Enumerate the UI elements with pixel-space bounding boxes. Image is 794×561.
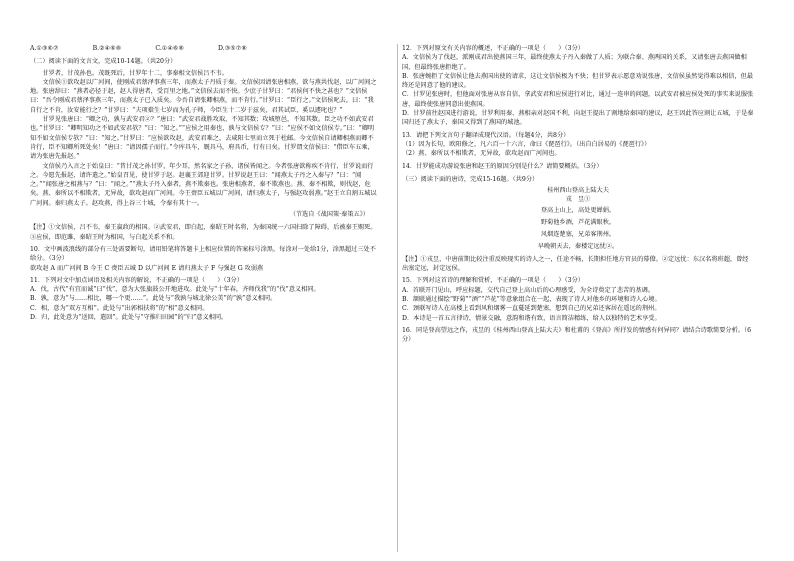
question-15-option-a: A．首联开门见山，呼应标题，交代自己登上高山后的心理感受，为全诗奠定了悲苦的基调。 [402,286,654,294]
question-11-option-a: A．伐，古代“有宜而诚”曰“伐”，意为大张旗鼓公开地进攻。此处与“十年春，齐师伐我”的“伐”意义相同。 [30,286,320,294]
exam-page [22,44,774,552]
passage-source: （节选自《战国策·秦策五》） [289,211,369,219]
right-column [397,44,758,552]
passage-paragraph-2: 文信侯①欲攻赵以广河间，使刚成君蔡泽事燕三年，而燕太子丹质于秦。文信侯因请张唐相燕，欲与燕共伐赵，以广河间之地。张唐辞曰：“燕者必径于赵，赵人得唐者，受百里之地。”文信侯去而不快。少庶子甘罗曰：“君侯何不快之甚也？”文信侯曰：“吾令刚成君蔡泽事燕三年，而燕太子已入质矣。今吾自请张卿相燕，而不肯行。”甘罗曰：“臣行之。”文信侯叱去，曰：“我自行之不肯，汝安能行之？”甘罗曰：“夫项橐生七岁而为孔子师，今臣生十二岁于兹矣，君其试臣，奚以遽叱也？” [30,78,377,114]
q9-choice-a: A.①③⑥⑦ [30,45,59,52]
q9-choice-b: B.②④⑥⑧ [92,45,122,52]
question-11: 11．下列对文中加点词语及相关内容的解说，不正确的一项是（ ）（3分） [30,276,243,284]
question-14: 14．甘罗能成功游说张唐和赵王的原因分别是什么？请简要概括。（3分） [402,162,603,170]
q9-choice-d: D.③⑤⑦⑧ [218,45,247,52]
question-16: 16．同是登高望远之作，戎昱的《桂州西山登高上陆大夫》和杜甫的《登高》所抒发的情感有何异同？请结合诗歌简要分析。（6分） [402,326,752,344]
question-15-option-b: B．颔联通过描绘“野菊”“酒”“芦花”等意象组合在一起，表现了诗人对他乡的环境和诗人心境。 [402,295,661,303]
question-13-item-1: （1）因为长句，欧阳修之，凡六百一十六言，命曰《琵琶行》。（出自白居易的《琵琶行》） [402,140,651,148]
question-10: 10．文中画波浪线的部分有三处需要断句，请用铅笔将答题卡上相应位置的答案标号涂黑，每涂对一处给1分，涂黑超过三处不给分。（3分） [30,245,376,263]
poem-author: 戎 昱① [565,196,591,204]
question-15-option-c: C．颈联写诗人在高楼上看到风和烟雾一直蔓延到楚塞，想到自己的兄弟还客居在遥远的荆州。 [402,305,661,313]
passage-paragraph-4: 文信侯乃入言之于始皇曰：“昔甘茂之孙甘罗，年少耳，然名家之子孙，诸侯皆闻之。今者张唐欲称疾不肯行，甘罗说而行之。今愿先报赵，请许遣之。”始皇召见，使甘罗于赵。赵襄王郊迎甘罗。甘罗说赵王曰：“闻燕太子丹之入秦与？”曰：“闻之。”“闻张唐之相燕与？”曰：“闻之。”“燕太子丹入秦者，燕不欺秦也。张唐相燕者，秦不欺燕也。燕、秦不相欺，则伐赵，危矣。燕、秦所以不相欺者，无异故，欲攻赵而广河间。今王赍臣五城以广河间，请归燕太子，与强赵攻弱燕。”赵王立自割五城以广河间。秦归燕太子。赵攻燕，得上谷三十城，令秦有其十一。 [30,162,377,207]
question-15-option-d: D．本诗是一首五言律诗，情景交融，意韵和谐有致，语言简洁精练，给人以独特的艺术享受。 [402,314,661,322]
question-11-option-d: D．归，此处意为“送回，遣回”。此处与“守推归田园”的“归”意义相同。 [30,314,228,322]
question-10-sentence: 欲攻赵 A 而广河间 B 今王 C 赍臣五城 D 以广河间 E 请归燕太子 F 与强赵 G 攻弱燕 [30,264,264,272]
poem-note: 【注】①戎昱，中唐前期比较注重反映现实的诗人之一，任途不畅，长期担任地方官员的幕僚。②定远忧：东汉名将班超，曾经出塞定远，封定远侯。 [402,255,749,273]
passage-paragraph-3: 甘罗见张唐曰：“卿之功，孰与武安君②？”唐曰：“武安君战胜攻取，不知其数；攻城堕邑，不知其数。臣之功不如武安君也。”甘罗曰：“卿明知功之不如武安君欤？”曰：“知之。”“应侯之用秦也，孰与文信侯专？”曰：“应侯不如文信侯专。”曰：“卿明知不如文信侯专欤？”曰：“知之。”甘罗曰：“应侯欲攻赵，武安君难之，去咸阳七里而立死于杜邮。今文信侯自请卿相燕而卿不肯行，臣不知卿所死处矣！”唐曰：“请因孺子而行。”令库具车，厩具马，府具币，行有日矣。甘罗谓文信侯曰：“借臣车五乘，请为张唐先报赵。” [30,116,375,161]
question-15: 15．下列对这首诗的理解和赏析，不正确的一项是（ ）（3分） [402,277,584,285]
poem-body [402,205,754,253]
poem-line: 风烟连楚塞，兄弟客荆州。 [540,230,616,238]
section-2-heading: （二）阅读下面的文言文，完成10-14题。（共20分） [30,58,177,66]
question-13-item-2: （2）燕、秦所以不相欺者，无异故，欲攻赵而广河间也。 [402,150,561,158]
question-13: 13．请把下列文言句子翻译成现代汉语。（每题4分，共8分） [402,131,570,139]
section-3-heading: （三）阅读下面的唐诗，完成15-16题。（共9分） [402,175,539,183]
poem-line: 登高上山上，高处更婵娟。 [540,206,616,214]
passage-paragraph-1: 甘罗者，甘茂孙也。茂既死后，甘罗年十二，事秦相文信侯吕不韦。 [42,69,229,77]
poem-line: 早晚朝天去，秦楼定远忧②。 [537,242,619,250]
left-column [22,44,383,552]
question-12-option-b: B．张唐婉拒了文信侯让他去燕国出使的请求，这让文信侯极为不快；但甘罗表示愿意劝说张唐，文信侯虽然觉得难以相信，但最终还是同意了他的建议。 [402,72,754,90]
q9-choices [30,44,377,53]
question-12-option-a: A．文信侯为了伐赵，派刚成君出使燕国三年，最终使燕太子丹入秦做了人质；为联合秦、燕两国的关系，又请张唐去燕国做相国，但最终张唐拒绝了。 [402,54,747,71]
passage-note: 【注】①文信侯，吕不韦，秦王嬴政的相国。②武安君，即白起，秦昭王时名将，为秦国统一六国扫除了障碍，后被秦王赐死。③应侯，即范雎，秦昭王时为相国，与白起关系不和。 [30,224,377,241]
question-12-option-c: C．甘罗见张唐时，但他面对张唐从容自信，拿武安君和应侯进行对比，通过一连串的问题，以武安君被应侯处死的事实来说服张唐，最终使张唐同意出使燕国。 [402,91,754,108]
question-11-option-c: C．相，意为“双方互相”。此处与“出郭相扶将”的“相”意义相同。 [30,304,209,312]
question-12-option-d: D．甘罗前往赵国进行游说，甘罗利用秦、燕相亲对赵国不利，向赵王提出了割地给秦国的建议，赵王因此答应割让五城，于是秦国归还了燕太子，秦国又得到了燕国的城池。 [402,110,754,127]
poem-title: 桂州西山登高上陆大夫 [547,187,609,195]
q9-choice-c: C.①④⑥⑧ [155,45,184,52]
question-11-option-b: B．孰，意为“与……相比，哪一个更……”。此处与“我孰与城北徐公美”的“孰”意义相同。 [30,295,277,303]
question-12: 12．下列对原文有关内容的概述，不正确的一项是（ ）（3分） [402,45,584,52]
poem-line: 野菊他乡酒，芦花满眼秋。 [540,218,616,226]
